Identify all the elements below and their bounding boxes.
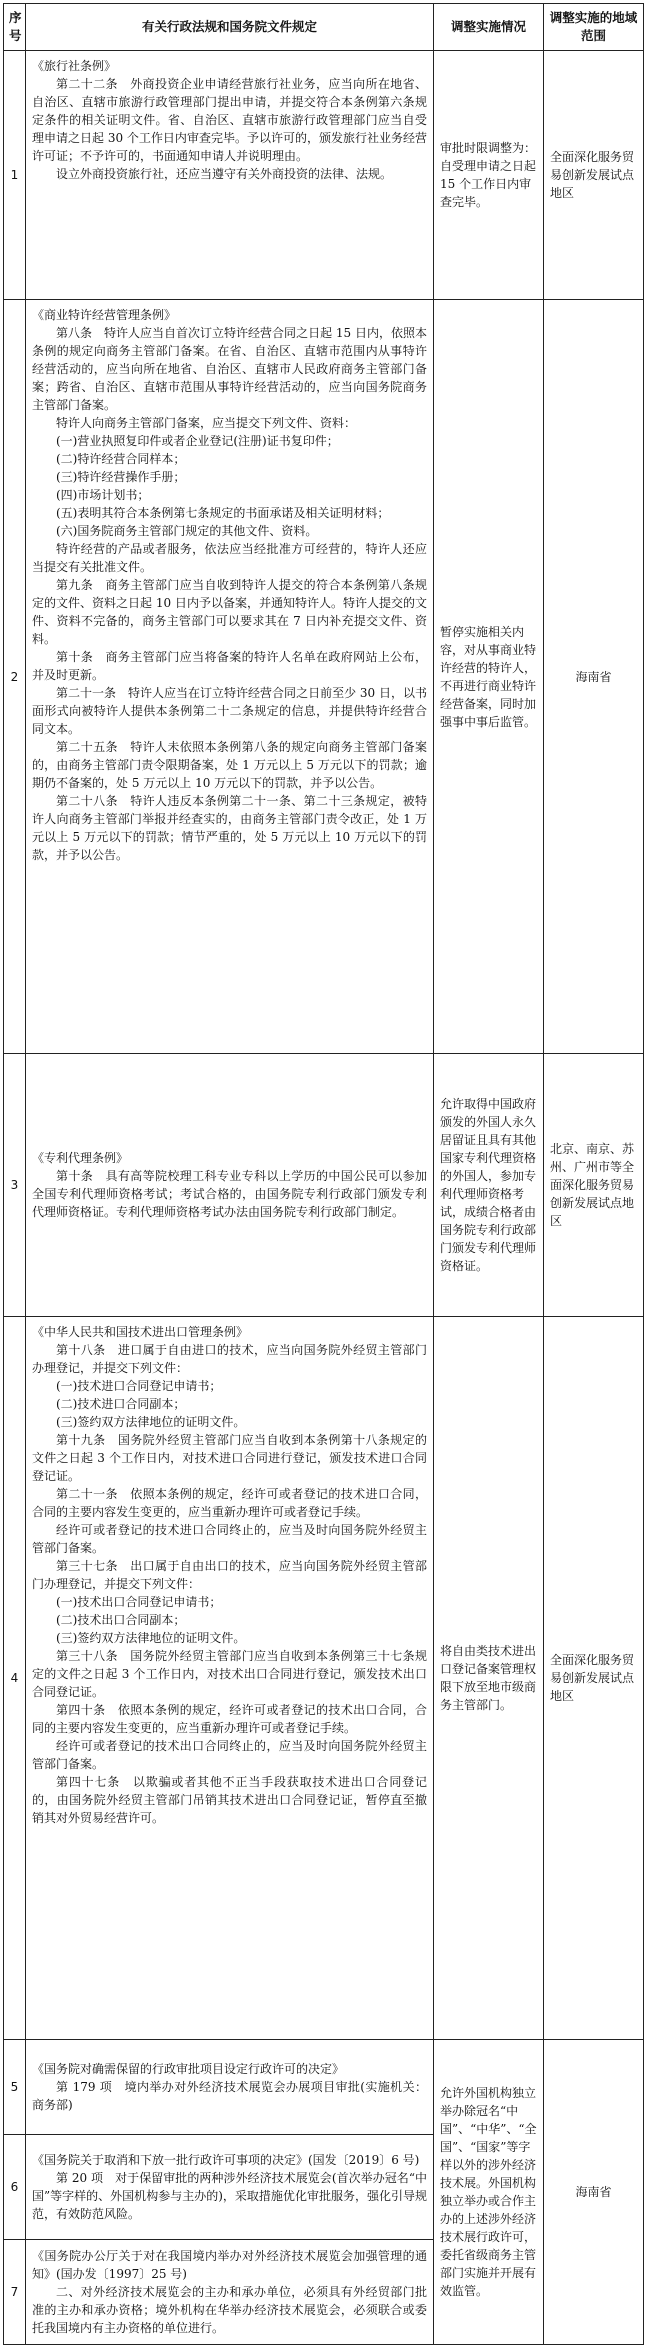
- law-paragraph: 第二十八条 特许人违反本条例第二十一条、第二十三条规定，被特许人向商务主管部门举报并经查实的，由商务主管部门责令改正，处 1 万元以上 5 万元以下的罚款；情节严重的，处 5 万元以上 10 万元以下的罚款，并予以公告。: [32, 794, 427, 862]
- law-paragraph: 第四十条 依照本条例的规定，经许可或者登记的技术出口合同，合同的主要内容发生变更的，应当重新办理许可或者登记手续。: [32, 1703, 427, 1735]
- adjust-cell: [434, 300, 544, 1054]
- law-paragraph: 第十八条 进口属于自由进口的技术，应当向国务院外经贸主管部门办理登记，并提交下列文件：: [32, 1343, 427, 1375]
- law-paragraph: (六)国务院商务主管部门规定的其他文件、资料。: [56, 524, 318, 538]
- law-title: 《中华人民共和国技术进出口管理条例》: [32, 1325, 249, 1339]
- header-adjust: 调整实施情况: [434, 4, 544, 51]
- law-paragraph: 二、对外经济技术展览会的主办和承办单位，必须具有外经贸部门批准的主办和承办资格；境外机构在华举办经济技术展览会，必须联合或委托我国境内有主办资格的单位进行。: [32, 2285, 427, 2335]
- law-cell: [26, 2135, 434, 2240]
- law-title: 《国务院对确需保留的行政审批项目设定行政许可的决定》: [32, 2062, 345, 2076]
- law-cell: [26, 2240, 434, 2345]
- law-paragraph: (五)表明其符合本条例第七条规定的书面承诺及相关证明材料；: [56, 506, 390, 520]
- law-paragraph: 第三十七条 出口属于自由出口的技术，应当向国务院外经贸主管部门办理登记，并提交下列文件：: [32, 1559, 427, 1591]
- adjust-cell: [434, 51, 544, 300]
- law-paragraph: 特许人向商务主管部门备案，应当提交下列文件、资料：: [56, 416, 357, 430]
- law-paragraph: 第二十一条 特许人应当在订立特许经营合同之日前至少 30 日，以书面形式向被特许人提供本条例第二十二条规定的信息，并提供特许经营合同文本。: [32, 686, 427, 736]
- law-paragraph: (三)特许经营操作手册；: [56, 470, 186, 484]
- adjust-cell-merged: [434, 2040, 544, 2345]
- header-law: 有关行政法规和国务院文件规定: [26, 4, 434, 51]
- area-text: 海南省: [575, 2185, 612, 2199]
- row-number: 3: [4, 1054, 26, 1317]
- row-number: 1: [4, 51, 26, 300]
- area-cell: [544, 1317, 644, 2040]
- law-paragraph: 经许可或者登记的技术出口合同终止的，应当及时向国务院外经贸主管部门备案。: [32, 1739, 427, 1771]
- law-paragraph: 第二十五条 特许人未依照本条例第八条的规定向商务主管部门备案的，由商务主管部门责令限期备案，处 1 万元以上 5 万元以下的罚款；逾期仍不备案的，处 5 万元以上 10 万元以下的罚款，并予以公告。: [32, 740, 427, 790]
- table-row: [4, 51, 644, 300]
- law-paragraph: 第 20 项 对于保留审批的两种涉外经济技术展览会(首次举办冠名“中国”等字样的、外国机构参与主办的)，采取措施优化审批服务，强化引导规范，有效防范风险。: [32, 2171, 427, 2221]
- row-number: 2: [4, 300, 26, 1054]
- law-cell: [26, 51, 434, 300]
- area-cell: [544, 51, 644, 300]
- law-paragraph: (二)技术进口合同副本；: [56, 1397, 186, 1411]
- area-text: 北京、南京、苏州、广州市等全面深化服务贸易创新发展试点地区: [550, 1142, 635, 1228]
- law-paragraph: 经许可或者登记的技术进口合同终止的，应当及时向国务院外经贸主管部门备案。: [32, 1523, 427, 1555]
- law-paragraph: 第四十七条 以欺骗或者其他不正当手段获取技术进出口合同登记的，由国务院外经贸主管部门吊销其技术进出口合同登记证，暂停直至撤销其对外贸易经营许可。: [32, 1775, 427, 1825]
- law-paragraph: 第十九条 国务院外经贸主管部门应当自收到本条例第十八条规定的文件之日起 3 个工作日内，对技术进口合同进行登记，颁发技术进口合同登记证。: [32, 1433, 427, 1483]
- law-title: 《旅行社条例》: [32, 59, 117, 73]
- law-title: 《国务院关于取消和下放一批行政许可事项的决定》(国发〔2019〕6 号): [32, 2153, 420, 2167]
- law-paragraph: (一)营业执照复印件或者企业登记(注册)证书复印件；: [56, 434, 339, 448]
- area-text: 海南省: [575, 669, 612, 684]
- area-cell: [544, 1054, 644, 1317]
- row-number: 7: [4, 2240, 26, 2345]
- law-cell: [26, 300, 434, 1054]
- law-paragraph: (三)签约双方法律地位的证明文件。: [56, 1415, 246, 1429]
- table-row: [4, 1054, 644, 1317]
- law-paragraph: 第十条 具有高等院校理工科专业专科以上学历的中国公民可以参加全国专利代理师资格考试；考试合格的，由国务院专利行政部门颁发专利代理师资格证。专利代理师资格考试办法由国务院专利行政部门制定。: [32, 1169, 427, 1219]
- law-title: 《国务院办公厅关于对在我国境内举办对外经济技术展览会加强管理的通知》(国办发〔1997〕25 号): [32, 2249, 427, 2281]
- regulation-table: [3, 3, 644, 2345]
- law-cell: [26, 2040, 434, 2135]
- law-paragraph: (一)技术出口合同登记申请书；: [56, 1595, 222, 1609]
- law-paragraph: 设立外商投资旅行社，还应当遵守有关外商投资的法律、法规。: [56, 167, 393, 181]
- adjust-cell: [434, 1054, 544, 1317]
- row-number: 4: [4, 1317, 26, 2040]
- law-cell: [26, 1054, 434, 1317]
- law-title: 《专利代理条例》: [32, 1151, 129, 1165]
- law-paragraph: (四)市场计划书；: [56, 488, 150, 502]
- table-header-row: [4, 4, 644, 51]
- adjust-text: 暂停实施相关内容，对从事商业特许经营的特许人，不再进行商业特许经营备案，同时加强事中事后监管。: [440, 624, 537, 729]
- law-paragraph: 特许经营的产品或者服务，依法应当经批准方可经营的，特许人还应当提交有关批准文件。: [32, 542, 427, 574]
- table-row: [4, 300, 644, 1054]
- law-paragraph: (一)技术进口合同登记申请书；: [56, 1379, 222, 1393]
- adjust-text: 允许外国机构独立举办除冠名“中国”、“中华”、“全国”、“国家”等字样以外的涉外经济技术展。外国机构独立举办或合作主办的上述涉外经济技术展行政许可，委托省级商务主管部门实施并开展有效监管。: [440, 2086, 537, 2298]
- table-row: [4, 1317, 644, 2040]
- area-cell: [544, 300, 644, 1054]
- area-text: 全面深化服务贸易创新发展试点地区: [550, 150, 635, 200]
- adjust-text: 允许取得中国政府颁发的外国人永久居留证且具有其他国家专利代理资格的外国人，参加专利代理师资格考试，成绩合格者由国务院专利行政部门颁发专利代理师资格证。: [440, 1097, 537, 1273]
- table-row: [4, 2040, 644, 2135]
- law-paragraph: 第九条 商务主管部门应当自收到特许人提交的符合本条例第八条规定的文件、资料之日起 10 日内予以备案，并通知特许人。特许人提交的文件、资料不完备的，商务主管部门可以要求其在 7 日内补充提交文件、资料。: [32, 578, 427, 646]
- law-paragraph: 第三十八条 国务院外经贸主管部门应当自收到本条例第三十七条规定的文件之日起 3 个工作日内，对技术出口合同进行登记，颁发技术出口合同登记证。: [32, 1649, 427, 1699]
- law-paragraph: 第八条 特许人应当自首次订立特许经营合同之日起 15 日内，依照本条例的规定向商务主管部门备案。在省、自治区、直辖市范围内从事特许经营活动的，应当向所在地省、自治区、直辖市人民政府商务主管部门备案；跨省、自治区、直辖市范围从事特许经营活动的，应当向国务院商务主管部门备案。: [32, 326, 427, 412]
- law-paragraph: (二)特许经营合同样本；: [56, 452, 186, 466]
- adjust-text: 将自由类技术进出口登记备案管理权限下放至地市级商务主管部门。: [440, 1644, 537, 1712]
- adjust-cell: [434, 1317, 544, 2040]
- header-area: 调整实施的地域范围: [544, 4, 644, 51]
- law-paragraph: 第二十一条 依照本条例的规定，经许可或者登记的技术进口合同，合同的主要内容发生变更的，应当重新办理许可或者登记手续。: [32, 1487, 427, 1519]
- law-cell: [26, 1317, 434, 2040]
- row-number: 6: [4, 2135, 26, 2240]
- row-number: 5: [4, 2040, 26, 2135]
- law-paragraph: 第 179 项 境内举办对外经济技术展览会办展项目审批(实施机关：商务部): [32, 2080, 427, 2112]
- law-paragraph: 第十条 商务主管部门应当将备案的特许人名单在政府网站上公布，并及时更新。: [32, 650, 427, 682]
- law-paragraph: (三)签约双方法律地位的证明文件。: [56, 1631, 246, 1645]
- area-cell-merged: [544, 2040, 644, 2345]
- law-paragraph: 第二十二条 外商投资企业申请经营旅行社业务，应当向所在地省、自治区、直辖市旅游行政管理部门提出申请，并提交符合本条例第六条规定条件的相关证明文件。省、自治区、直辖市旅游行政管理部门应当自受理申请之日起 30 个工作日内审查完毕。予以许可的，颁发旅行社业务经营许可证；不予许可的，书面通知申请人并说明理由。: [32, 77, 427, 163]
- adjust-text: 审批时限调整为：自受理申请之日起 15 个工作日内审查完毕。: [440, 141, 537, 209]
- header-num: 序号: [4, 4, 26, 51]
- law-paragraph: (二)技术出口合同副本；: [56, 1613, 186, 1627]
- area-text: 全面深化服务贸易创新发展试点地区: [550, 1653, 635, 1703]
- law-title: 《商业特许经营管理条例》: [32, 308, 177, 322]
